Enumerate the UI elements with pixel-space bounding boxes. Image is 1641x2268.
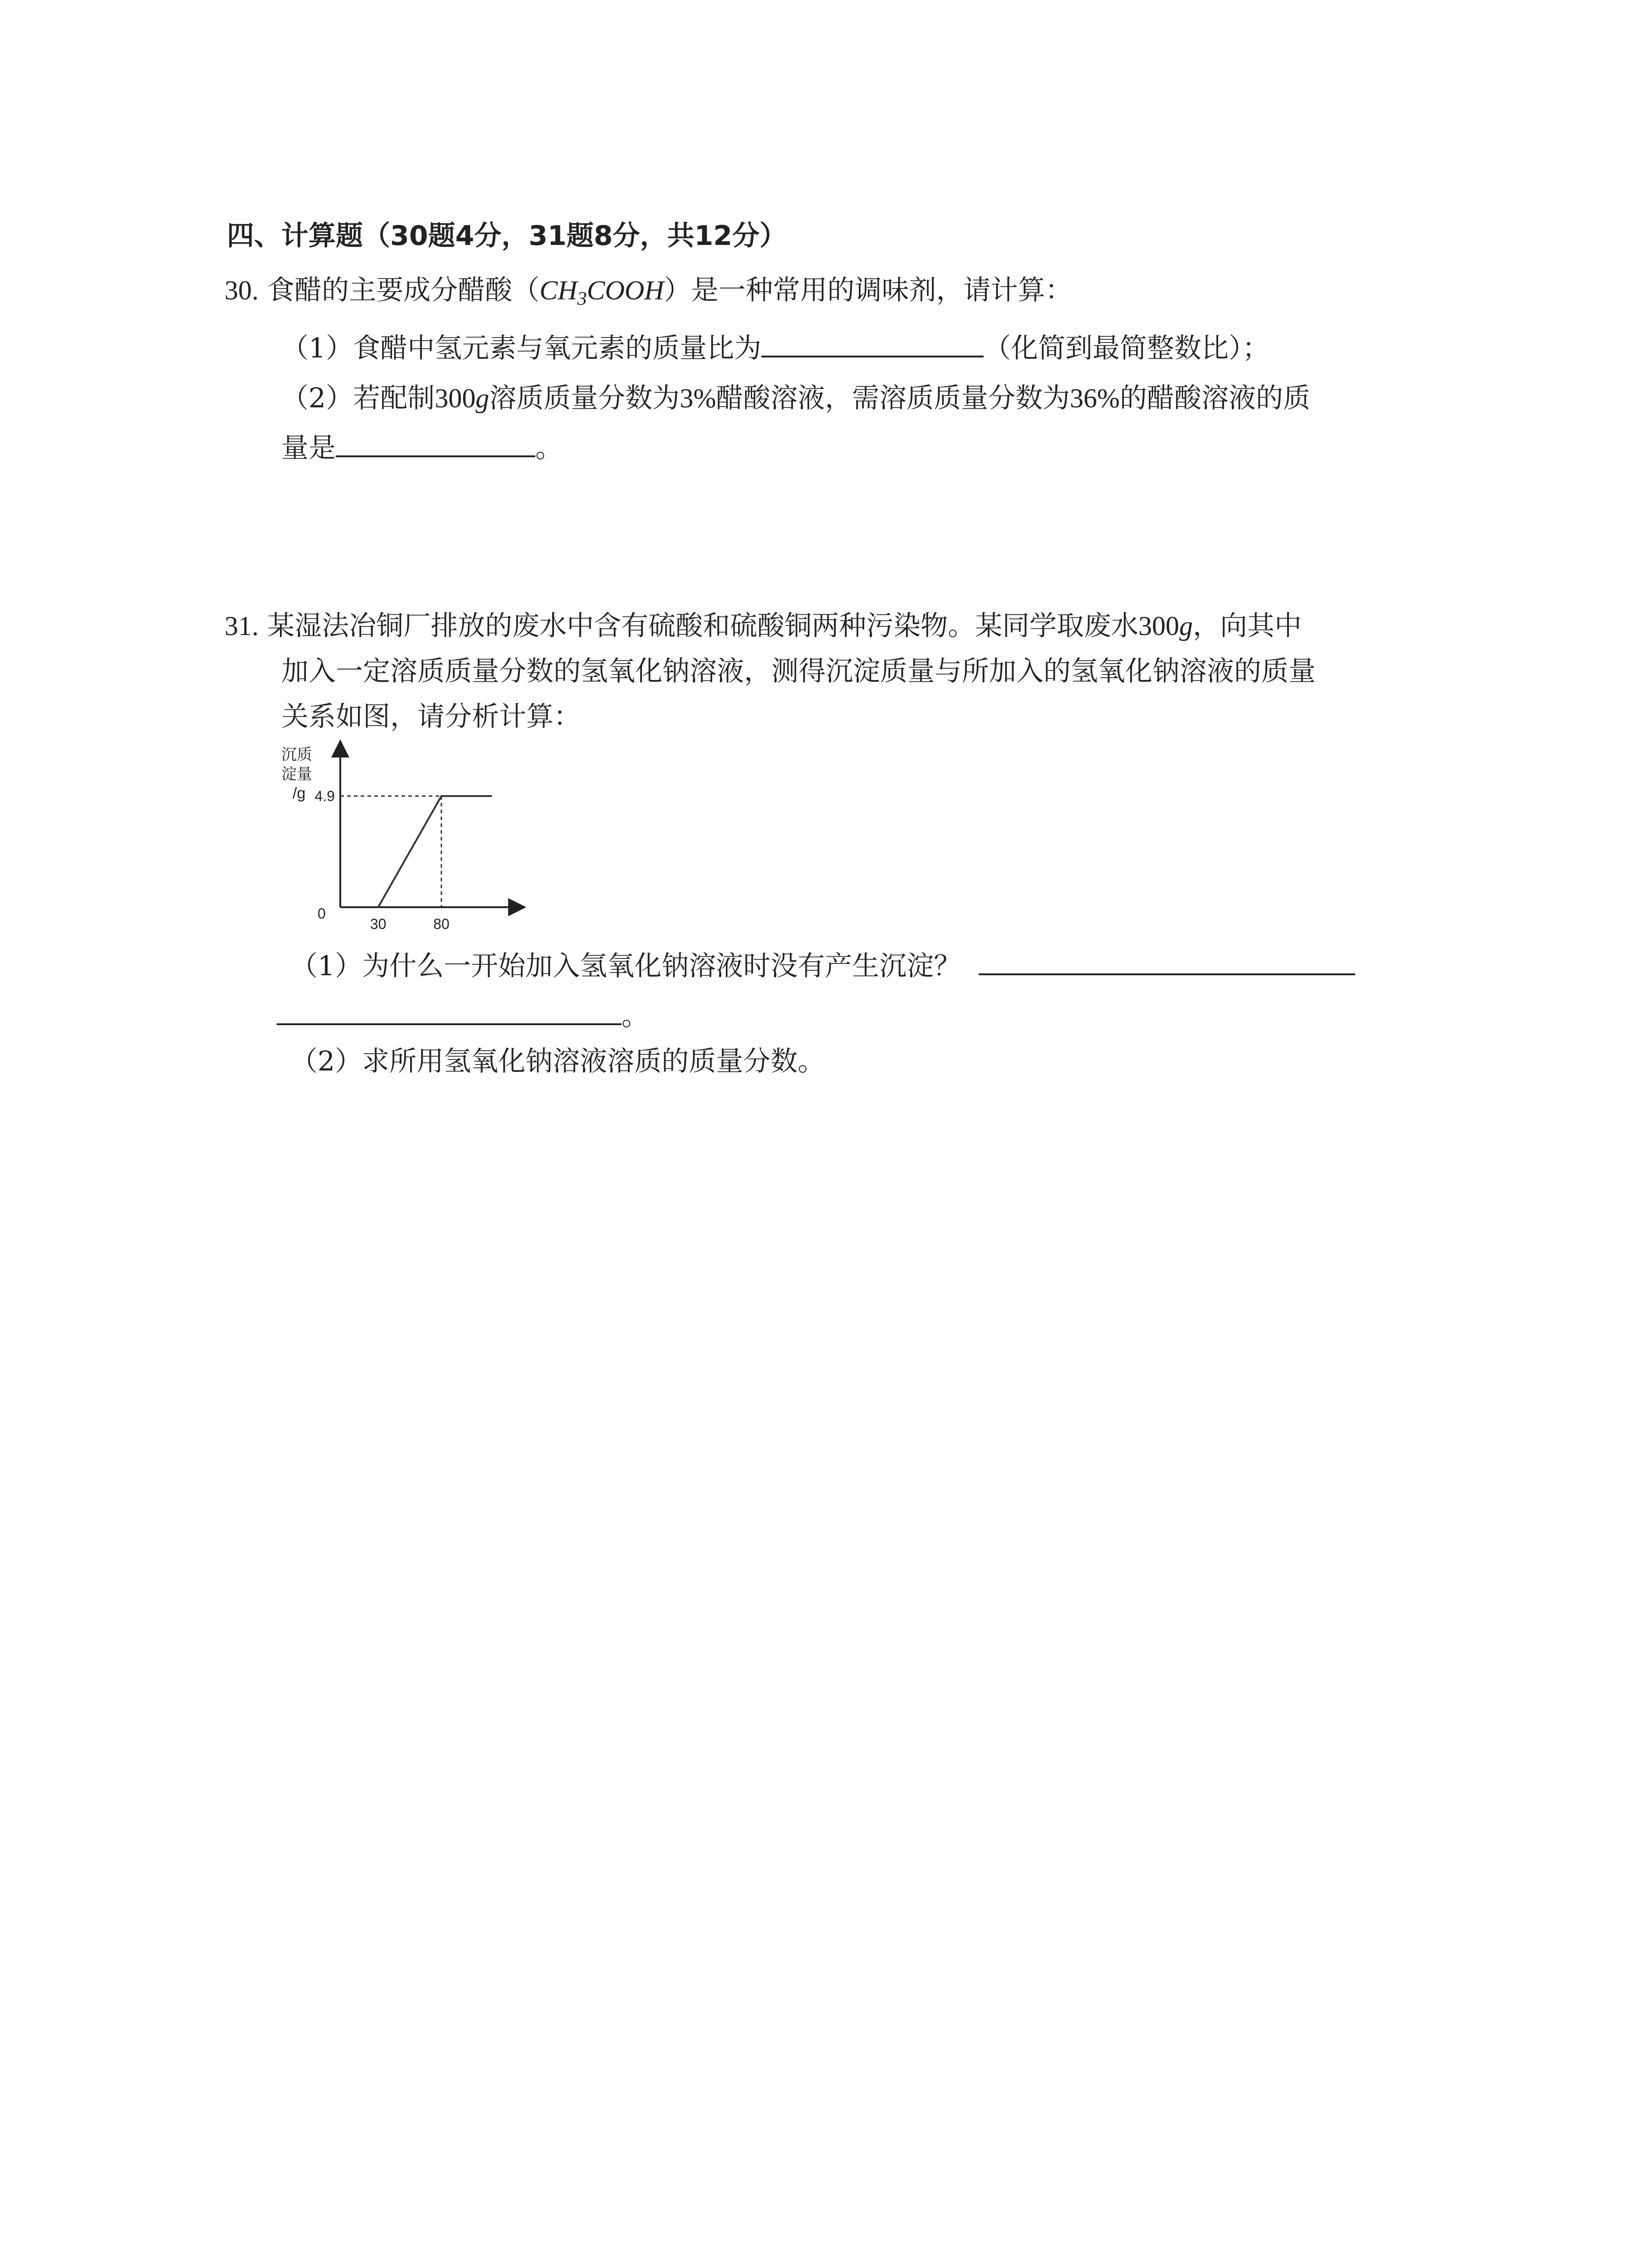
q31-part1-text: （1）为什么一开始加入氢氧化钠溶液时没有产生沉淀？ — [290, 950, 961, 982]
q30-number: 30. — [225, 275, 259, 305]
q31-stem-line2 — [281, 653, 1316, 689]
q30-part2-pct2: 36% — [1070, 383, 1120, 413]
q30-part2 — [281, 380, 1310, 416]
q30-part1-before: （1）食醋中氢元素与氧元素的质量比为 — [281, 332, 762, 364]
q31-stem1-a: 某湿法冶铜厂排放的废水中含有硫酸和硫酸铜两种污染物。某同学取废水 — [267, 610, 1139, 642]
q30-part1 — [281, 330, 1269, 367]
q30-formula-a: CH — [539, 275, 578, 305]
q31-part1-answer-blank-a[interactable] — [979, 950, 1355, 975]
q31-part1-line2 — [277, 998, 649, 1034]
origin-label: 0 — [318, 905, 326, 922]
q30-part2-answer-blank[interactable] — [336, 432, 535, 457]
q31-stem3: 关系如图，请分析计算： — [281, 701, 581, 733]
q31-stem2: 加入一定溶质质量分数的氢氧化钠溶液，测得沉淀质量与所加入的氢氧化钠溶液的质量 — [281, 655, 1316, 687]
series-line — [378, 796, 492, 907]
q30-part2-unit1: g — [475, 383, 490, 413]
q30-part2-line2-before: 量是 — [281, 432, 336, 464]
q31-stem1-b: ，向其中 — [1193, 610, 1302, 642]
y-axis-label-line2: 淀量 — [281, 766, 312, 783]
y-axis-unit: /g — [293, 785, 306, 802]
section-title — [227, 218, 787, 254]
q31-stem-line3 — [281, 699, 581, 735]
q30-formula-b: COOH — [587, 275, 664, 305]
q31-stem1-num: 300 — [1138, 611, 1180, 641]
q31-number: 31. — [225, 611, 259, 641]
q31-part1-end: 。 — [622, 1000, 649, 1032]
x-tick-label: 30 — [370, 916, 387, 932]
q30-part2-d: 的醋酸溶液的质 — [1120, 382, 1311, 414]
q31-stem-line1 — [225, 608, 1302, 644]
q31-part2-text: （2）求所用氢氧化钠溶液溶质的质量分数。 — [290, 1046, 825, 1077]
q30-stem-before: 食醋的主要成分醋酸（ — [267, 274, 540, 306]
q30-stem — [225, 272, 1072, 317]
precipitate-chart — [272, 739, 526, 939]
q31-part1 — [290, 948, 1355, 984]
q30-part1-answer-blank[interactable] — [761, 332, 984, 357]
q30-part2-pct1: 3% — [680, 383, 716, 413]
q30-part2-c: 醋酸溶液，需溶质质量分数为 — [716, 382, 1070, 414]
q30-part2-line2-after: 。 — [535, 432, 563, 464]
q31-part2 — [290, 1043, 825, 1080]
q30-stem-after: ）是一种常用的调味剂，请计算： — [664, 274, 1073, 306]
q30-part2-a: （2）若配制 — [281, 382, 435, 414]
q30-part2-line2 — [281, 430, 563, 466]
q30-part1-after: （化简到最简整数比）； — [984, 332, 1270, 364]
y-axis-label-line1: 沉质 — [281, 746, 312, 763]
chart-marks — [315, 788, 492, 932]
y-tick-label: 4.9 — [314, 788, 335, 804]
section-title-text: 四、计算题（30题4分，31题8分，共12分） — [227, 220, 787, 252]
x-tick-label: 80 — [433, 916, 450, 932]
q30-formula-sub: 3 — [577, 288, 587, 309]
q31-stem1-unit: g — [1179, 611, 1193, 641]
q30-part2-b: 溶质质量分数为 — [489, 382, 680, 414]
q31-part1-answer-blank-b[interactable] — [277, 1000, 622, 1025]
q30-part2-num1: 300 — [435, 383, 476, 413]
